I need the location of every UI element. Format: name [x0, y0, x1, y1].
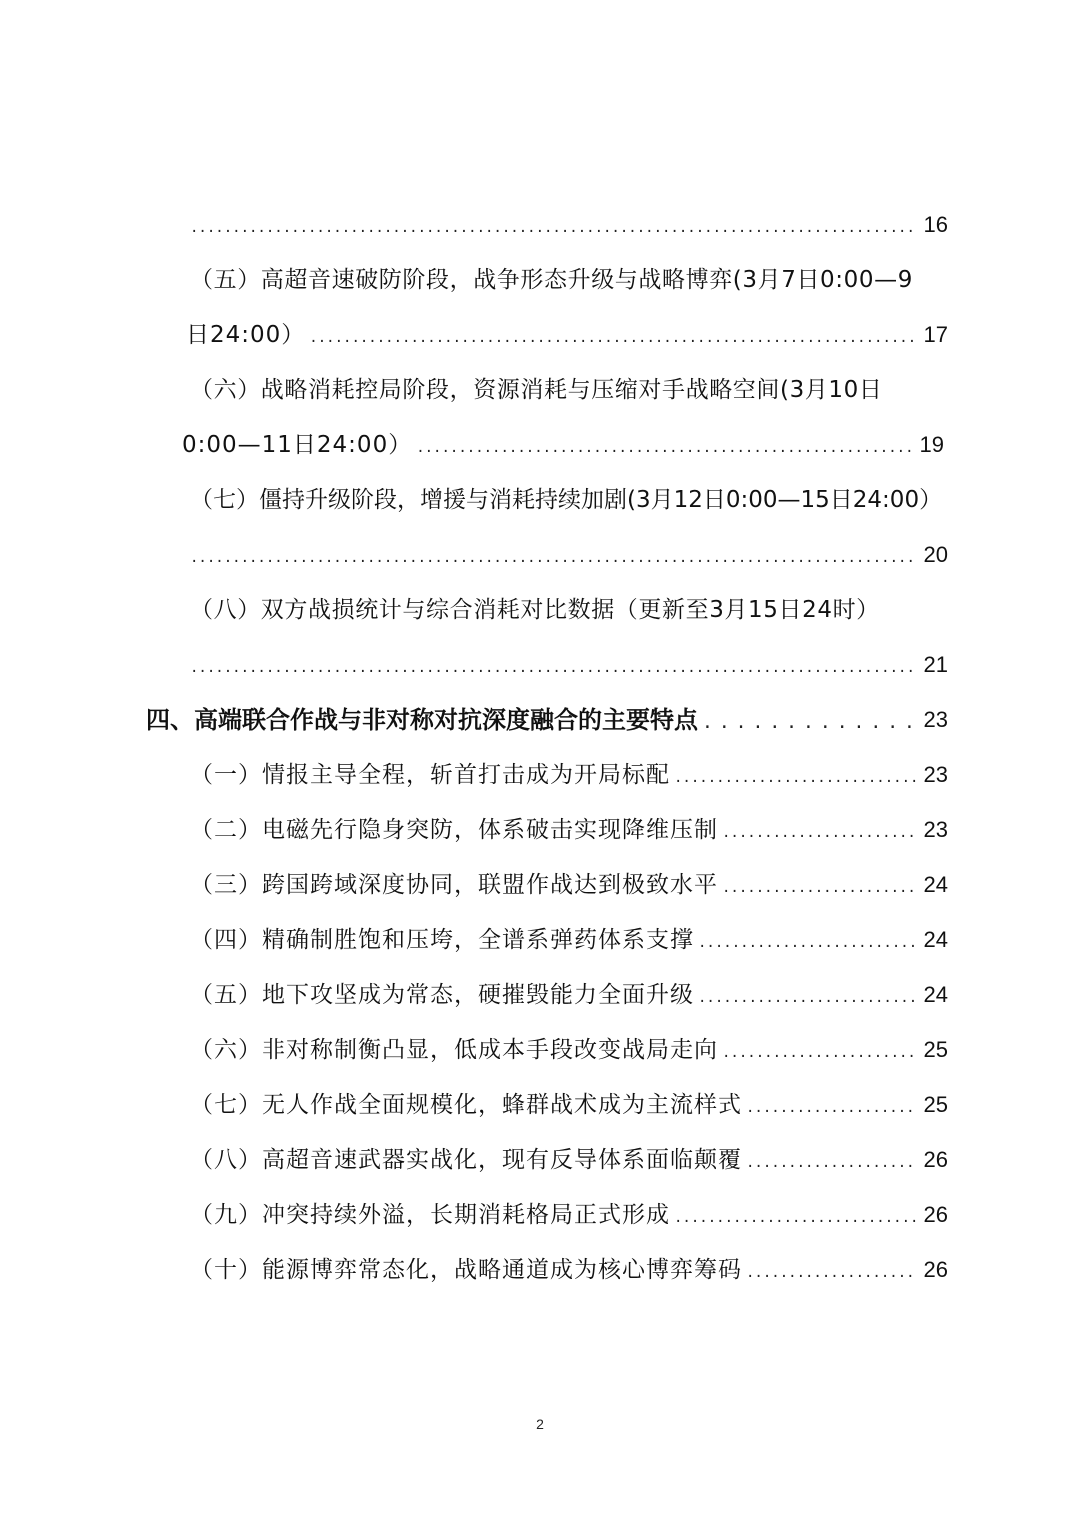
toc-item[interactable]: [190, 805, 948, 845]
entry-title: （六）非对称制衡凸显，低成本手段改变战局走向: [190, 1037, 718, 1063]
page-ref: 25: [923, 1037, 948, 1062]
page-ref: 23: [923, 817, 948, 842]
entry-title: （七）无人作战全面规模化，蜂群战术成为主流样式: [190, 1092, 742, 1118]
toc-entry-5-line-2[interactable]: [186, 310, 948, 350]
page-ref: 24: [923, 872, 948, 897]
page-ref: 26: [923, 1257, 948, 1282]
toc-item[interactable]: [190, 860, 948, 900]
toc-item[interactable]: [190, 750, 948, 790]
leader-dots: [674, 1206, 916, 1230]
entry-title: 日24:00）: [186, 322, 306, 348]
page-ref: 24: [923, 982, 948, 1007]
toc-entry-8-line-2[interactable]: [186, 640, 948, 680]
toc-section-heading-4[interactable]: [146, 695, 948, 735]
toc-item[interactable]: [190, 1025, 948, 1065]
leader-dots: [746, 1261, 916, 1285]
toc-entry-6-line-2[interactable]: [182, 420, 944, 460]
entry-title: （五）高超音速破防阶段，战争形态升级与战略博弈(3月7日0:00—9: [190, 267, 913, 293]
entry-title: （八）高超音速武器实战化，现有反导体系面临颠覆: [190, 1147, 742, 1173]
entry-title: （四）精确制胜饱和压垮，全谱系弹药体系支撑: [190, 927, 694, 953]
toc-entry-8-line-1[interactable]: [190, 585, 948, 625]
toc-item[interactable]: [190, 915, 948, 955]
entry-title: （七）僵持升级阶段，增援与消耗持续加剧(3月12日0:00—15日24:00）: [190, 487, 943, 513]
toc-item[interactable]: [190, 970, 948, 1010]
toc-item[interactable]: [190, 1190, 948, 1230]
page-ref: 16: [923, 212, 948, 237]
leader-dots: [722, 821, 916, 845]
leader-dots: [746, 1151, 916, 1175]
toc-entry-continuation[interactable]: [186, 200, 948, 240]
entry-title: （十）能源博弈常态化，战略通道成为核心博弈筹码: [190, 1257, 742, 1283]
entry-title: （二）电磁先行隐身突防，体系破击实现降维压制: [190, 817, 718, 843]
leader-dots: [698, 931, 916, 955]
leader-dots: [190, 656, 916, 680]
page-ref: 21: [923, 652, 948, 677]
leader-dots: [190, 216, 916, 240]
leader-dots: [746, 1096, 916, 1120]
leader-dots: [702, 711, 916, 735]
leader-dots: [674, 766, 916, 790]
leader-dots: [722, 876, 916, 900]
entry-title: （一）情报主导全程，斩首打击成为开局标配: [190, 762, 670, 788]
toc-entry-7-line-2[interactable]: [186, 530, 948, 570]
leader-dots: [416, 436, 912, 460]
page-ref: 26: [923, 1147, 948, 1172]
toc-entry-6-line-1[interactable]: [190, 365, 948, 405]
toc-item[interactable]: [190, 1135, 948, 1175]
leader-dots: [309, 326, 916, 350]
page-ref: 25: [923, 1092, 948, 1117]
page-ref: 23: [923, 707, 948, 732]
leader-dots: [698, 986, 916, 1010]
page-ref: 23: [923, 762, 948, 787]
entry-title: 0:00—11日24:00）: [182, 432, 413, 458]
toc-entry-5-line-1[interactable]: [190, 255, 948, 295]
leader-dots: [190, 546, 916, 570]
page-number: 2: [536, 1416, 544, 1432]
toc-item[interactable]: [190, 1245, 948, 1285]
entry-title: （三）跨国跨域深度协同，联盟作战达到极致水平: [190, 872, 718, 898]
page-ref: 26: [923, 1202, 948, 1227]
toc-item[interactable]: [190, 1080, 948, 1120]
entry-title: （九）冲突持续外溢，长期消耗格局正式形成: [190, 1202, 670, 1228]
page-ref: 17: [923, 322, 948, 347]
section-title: 四、高端联合作战与非对称对抗深度融合的主要特点: [146, 706, 698, 734]
leader-dots: [722, 1041, 916, 1065]
entry-title: （八）双方战损统计与综合消耗对比数据（更新至3月15日24时）: [190, 597, 880, 623]
entry-title: （六）战略消耗控局阶段，资源消耗与压缩对手战略空间(3月10日: [190, 377, 883, 403]
page-ref: 24: [923, 927, 948, 952]
toc-entry-7-line-1[interactable]: [190, 475, 948, 515]
page-ref: 20: [923, 542, 948, 567]
entry-title: （五）地下攻坚成为常态，硬摧毁能力全面升级: [190, 982, 694, 1008]
page-ref: 19: [919, 432, 944, 457]
